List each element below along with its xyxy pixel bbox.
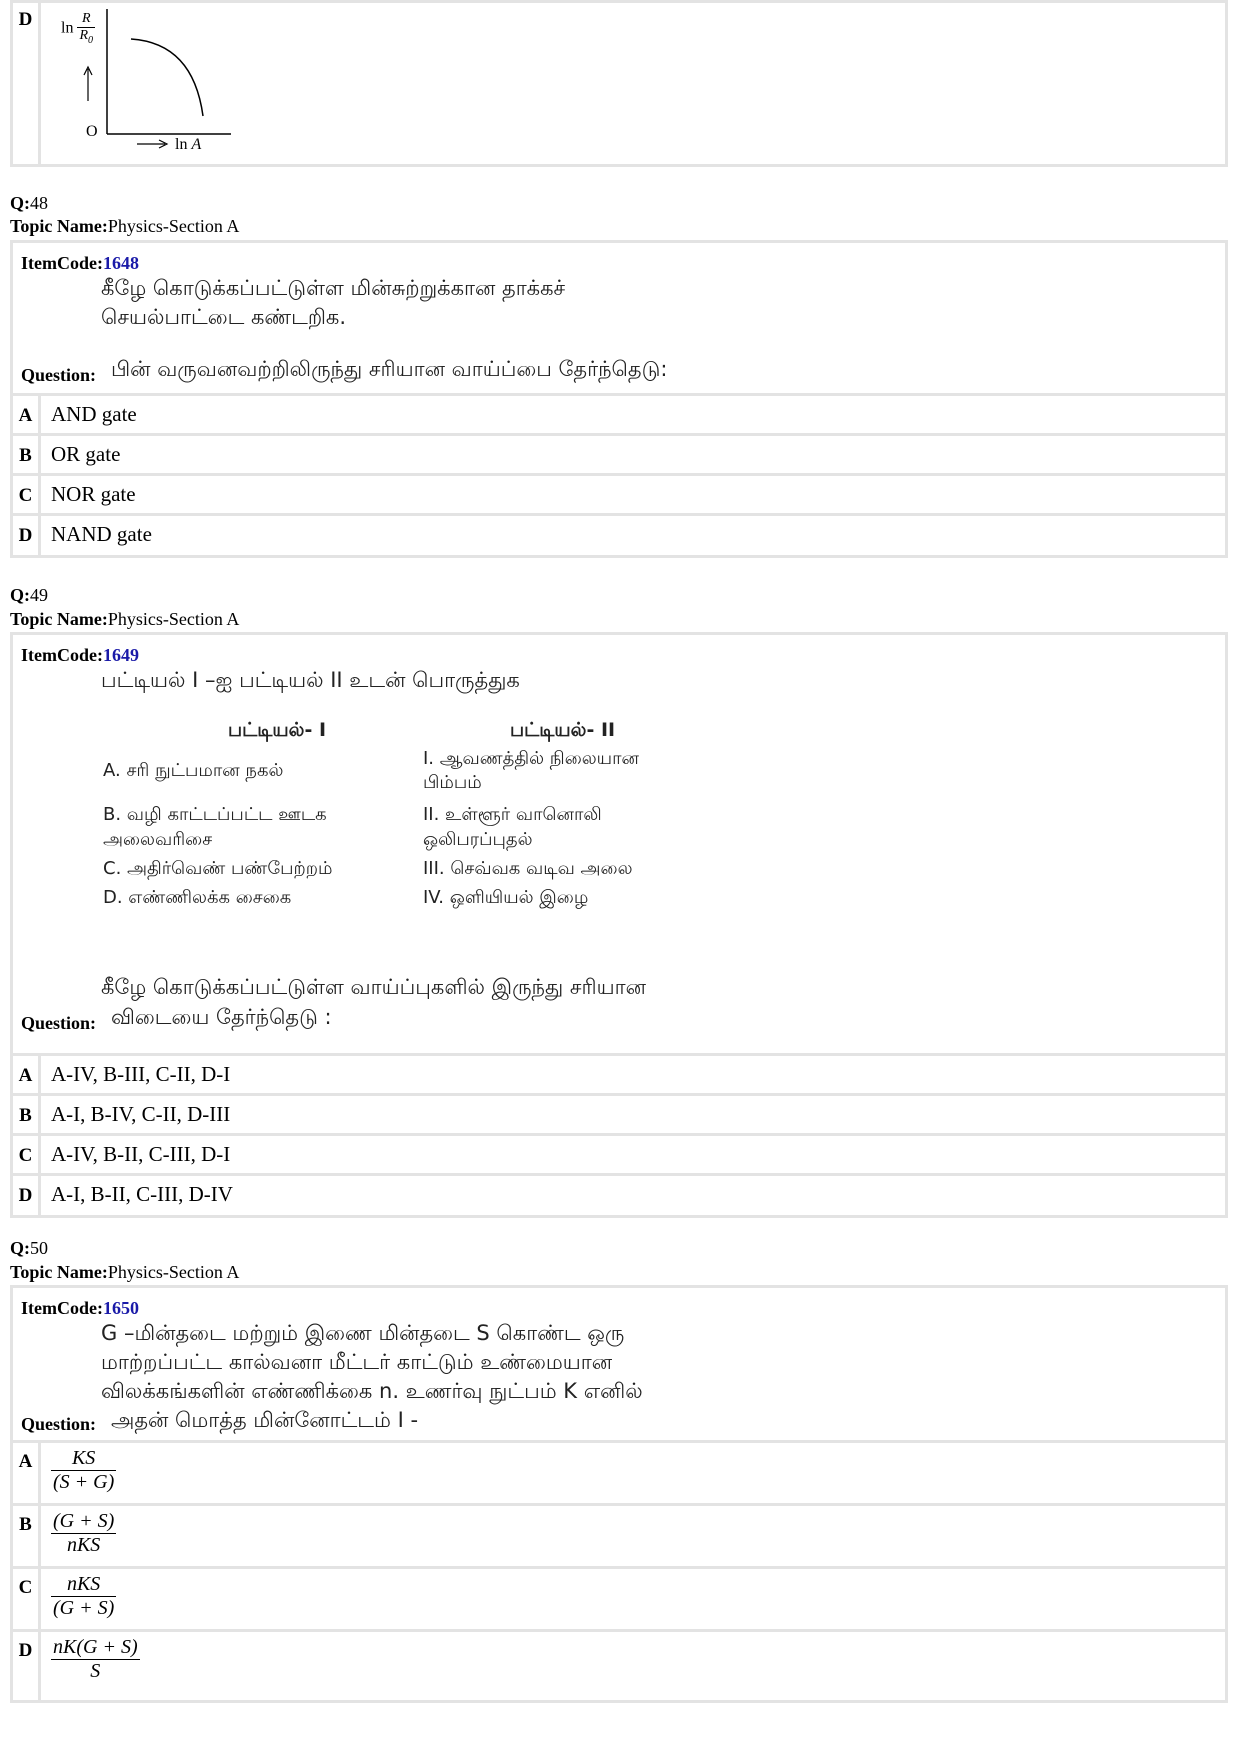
q50-option-d-fraction xyxy=(51,1636,140,1683)
q50-option-b-num: (G + S) xyxy=(53,1510,115,1532)
q48-itemcode-value: 1648 xyxy=(102,253,139,273)
q49-option-d-letter: D xyxy=(13,1176,41,1215)
q48-option-d-text: NAND gate xyxy=(51,522,152,546)
q50-option-a-letter: A xyxy=(13,1443,41,1503)
q49-option-c-text: A-IV, B-II, C-III, D-I xyxy=(51,1142,231,1166)
q49-list1-item-a: A. சரி நுட்பமான நகல் xyxy=(103,760,284,781)
q49-list2-item-ii-cont: ஒலிபரப்புதல் xyxy=(423,829,533,850)
q49-option-a-text: A-IV, B-III, C-II, D-I xyxy=(51,1062,231,1086)
q48-stem-line2: செயல்பாட்டை கண்டறிக. xyxy=(101,305,347,329)
q48-option-b-letter: B xyxy=(13,436,41,473)
q50-option-d-num: nK(G + S) xyxy=(53,1636,138,1658)
q48-topic-value: Physics-Section A xyxy=(107,216,240,236)
q50-option-c-den: (G + S) xyxy=(53,1597,115,1619)
graph-ylabel-den-sub: 0 xyxy=(88,34,94,46)
q48-stem-line1: கீழே கொடுக்கப்பட்டுள்ள மின்சுற்றுக்கான தாக்கச் xyxy=(101,276,566,300)
q49-stem: பட்டியல் I –ஐ பட்டியல் II உடன் பொருத்துக xyxy=(101,668,520,692)
q50-option-d[interactable] xyxy=(13,1629,1225,1700)
q48-option-c[interactable] xyxy=(13,473,1225,513)
q49-topic xyxy=(10,609,239,630)
q47-graph xyxy=(53,3,253,163)
q50-option-c-letter: C xyxy=(13,1569,41,1629)
q50-stem-line2: மாற்றப்பட்ட கால்வனா மீட்டர் காட்டும் உண்மையான xyxy=(101,1350,613,1374)
q48-number xyxy=(10,193,48,214)
q50-option-c-fraction xyxy=(51,1573,116,1620)
graph-ylabel-prefix: ln xyxy=(61,19,74,37)
q48-option-d[interactable] xyxy=(13,513,1225,555)
q49-topic-label: Topic Name: xyxy=(10,609,108,629)
q50-topic xyxy=(10,1262,239,1283)
q50-itemcode-value: 1650 xyxy=(102,1298,139,1318)
q49-number-value: 49 xyxy=(30,585,48,605)
q49-list1-item-d: D. எண்ணிலக்க சைகை xyxy=(103,887,292,908)
graph-xlabel xyxy=(175,136,201,154)
q48-question-label: Question: xyxy=(21,365,97,385)
q49-question-label: Question: xyxy=(21,1013,97,1033)
q50-option-a-formula xyxy=(51,1447,116,1494)
q49-number-label: Q: xyxy=(10,585,30,605)
q49-list1-heading: பட்டியல்- I xyxy=(228,719,327,741)
q49-list2-item-iv: IV. ஒளியியல் இழை xyxy=(423,887,589,908)
q48-option-b-text: OR gate xyxy=(51,442,121,466)
q49-itemcode-value: 1649 xyxy=(102,645,139,665)
q49-list2-item-iii: III. செவ்வக வடிவ அலை xyxy=(423,858,633,879)
q47-option-d-box xyxy=(10,0,1228,167)
q49-option-a[interactable] xyxy=(13,1053,1225,1093)
q48-itemcode xyxy=(21,253,139,274)
q49-option-b[interactable] xyxy=(13,1093,1225,1133)
q48-option-a-letter: A xyxy=(13,396,41,433)
q50-option-a-num: KS xyxy=(51,1447,116,1471)
graph-ylabel xyxy=(61,11,95,46)
q50-option-a[interactable] xyxy=(13,1440,1225,1503)
q50-topic-label: Topic Name: xyxy=(10,1262,108,1282)
graph-xlabel-var: A xyxy=(191,136,202,153)
q49-option-c[interactable] xyxy=(13,1133,1225,1173)
q50-question-text: அதன் மொத்த மின்னோட்டம் I - xyxy=(111,1408,419,1432)
graph-curve xyxy=(131,39,203,116)
q48-box xyxy=(10,240,1228,558)
q49-list1-item-b-cont: அலைவரிசை xyxy=(103,829,213,850)
q48-number-label: Q: xyxy=(10,193,30,213)
graph-ylabel-num: R xyxy=(77,11,95,28)
q50-option-c-num: nKS xyxy=(51,1573,116,1597)
q49-option-d[interactable] xyxy=(13,1173,1225,1215)
q48-itemcode-label: ItemCode: xyxy=(21,253,103,273)
q47-option-d-letter: D xyxy=(13,3,41,164)
q49-itemcode-label: ItemCode: xyxy=(21,645,103,665)
q49-itemcode xyxy=(21,645,139,666)
q50-box xyxy=(10,1285,1228,1703)
q48-option-c-text: NOR gate xyxy=(51,482,136,506)
q49-option-a-letter: A xyxy=(13,1056,41,1093)
q50-option-c-formula xyxy=(51,1573,116,1620)
q48-option-d-letter: D xyxy=(13,516,41,555)
q48-question-text: பின் வருவனவற்றிலிருந்து சரியான வாய்ப்பை தேர்ந்தெடு: xyxy=(111,357,668,381)
q50-option-a-den: (S + G) xyxy=(53,1471,115,1493)
q48-option-a[interactable] xyxy=(13,393,1225,433)
q50-option-c[interactable] xyxy=(13,1566,1225,1629)
q50-topic-value: Physics-Section A xyxy=(107,1262,240,1282)
q50-option-b[interactable] xyxy=(13,1503,1225,1566)
q50-option-b-letter: B xyxy=(13,1506,41,1566)
q49-box xyxy=(10,632,1228,1218)
q50-option-a-fraction xyxy=(51,1447,116,1494)
q50-number-label: Q: xyxy=(10,1238,30,1258)
q49-list2-item-i: I. ஆவணத்தில் நிலையான xyxy=(423,748,639,769)
q50-option-b-fraction xyxy=(51,1510,116,1557)
q49-list2-item-ii: II. உள்ளூர் வானொலி xyxy=(423,804,602,825)
q50-option-d-den: S xyxy=(90,1660,101,1682)
q49-list2-heading: பட்டியல்- II xyxy=(510,719,616,741)
q50-itemcode-label: ItemCode: xyxy=(21,1298,103,1318)
graph-origin-label: O xyxy=(86,123,98,140)
q49-number xyxy=(10,585,48,606)
q48-option-a-text: AND gate xyxy=(51,402,137,426)
q49-topic-value: Physics-Section A xyxy=(107,609,240,629)
q49-option-c-letter: C xyxy=(13,1136,41,1173)
q50-option-d-letter: D xyxy=(13,1632,41,1700)
q50-number-value: 50 xyxy=(30,1238,48,1258)
q50-number xyxy=(10,1238,48,1259)
q50-option-b-formula xyxy=(51,1510,116,1557)
graph-ylabel-den-text: R xyxy=(79,28,89,43)
q48-topic xyxy=(10,216,239,237)
q48-option-c-letter: C xyxy=(13,476,41,513)
graph-ylabel-den xyxy=(77,28,95,46)
q48-topic-label: Topic Name: xyxy=(10,216,108,236)
q50-stem-line3: விலக்கங்களின் எண்ணிக்கை n. உணர்வு நுட்பம் K எனில் xyxy=(101,1379,643,1403)
q50-option-d-formula xyxy=(51,1636,140,1683)
q49-option-b-letter: B xyxy=(13,1096,41,1133)
q50-stem-line1: G –மின்தடை மற்றும் இணை மின்தடை S கொண்ட ஒரு xyxy=(101,1321,625,1345)
q49-option-b-text: A-I, B-IV, C-II, D-III xyxy=(51,1102,231,1126)
q50-itemcode xyxy=(21,1298,139,1319)
q48-number-value: 48 xyxy=(30,193,48,213)
q49-list1-item-c: C. அதிர்வெண் பண்பேற்றம் xyxy=(103,858,333,879)
q48-option-b[interactable] xyxy=(13,433,1225,473)
graph-ylabel-fraction xyxy=(77,11,95,46)
q49-list1-item-b: B. வழி காட்டப்பட்ட ஊடக xyxy=(103,804,327,825)
q49-list2-item-i-cont: பிம்பம் xyxy=(423,772,482,793)
q50-option-b-den: nKS xyxy=(66,1534,101,1556)
q49-question-text: விடையை தேர்ந்தெடு : xyxy=(111,1005,332,1029)
q49-option-d-text: A-I, B-II, C-III, D-IV xyxy=(51,1182,233,1206)
graph-xlabel-prefix: ln xyxy=(175,136,188,153)
q50-question-label: Question: xyxy=(21,1414,97,1434)
q49-instruction: கீழே கொடுக்கப்பட்டுள்ள வாய்ப்புகளில் இருந்து சரியான xyxy=(101,975,646,999)
